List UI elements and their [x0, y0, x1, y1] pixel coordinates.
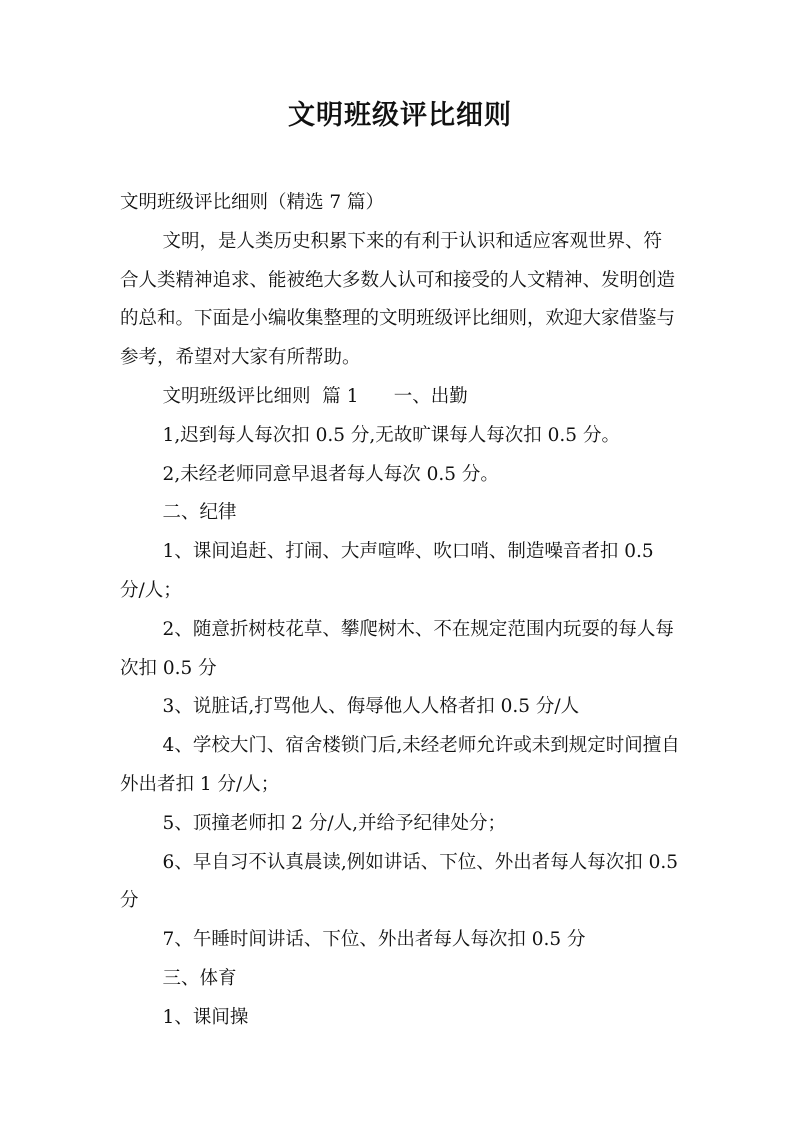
- paragraph-discipline-7: 7、午睡时间讲话、下位、外出者每人每次扣 0.5 分: [162, 929, 586, 951]
- paragraph-attendance-1: 1,迟到每人每次扣 0.5 分,无故旷课每人每次扣 0.5 分。: [162, 424, 620, 446]
- paragraph-sports-1: 1、课间操: [162, 1006, 249, 1028]
- paragraph-subtitle: 文明班级评比细则（精选 7 篇）: [120, 192, 385, 213]
- paragraph-discipline-2: 2、随意折树枝花草、攀爬树木、不在规定范围内玩耍的每人每次扣 0.5 分: [120, 618, 674, 679]
- document-title: 文明班级评比细则: [288, 100, 512, 131]
- paragraph-sports-heading: 三、体育: [162, 967, 237, 989]
- paragraph-intro: 文明，是人类历史积累下来的有利于认识和适应客观世界、符合人类精神追求、能被绝大多数人认可和接受的人文精神、发明创造的总和。下面是小编收集整理的文明班级评比细则，欢迎大家借鉴与参考，希望对大家有所帮助。: [120, 230, 676, 369]
- paragraph-section-heading: 文明班级评比细则 篇 1 一、出勤: [162, 385, 468, 407]
- paragraph-discipline-1: 1、课间追赶、打闹、大声喧哗、吹口哨、制造噪音者扣 0.5 分/人；: [120, 541, 660, 601]
- paragraph-discipline-5: 5、顶撞老师扣 2 分/人,并给予纪律处分；: [162, 812, 506, 834]
- paragraph-discipline-6: 6、早自习不认真晨读,例如讲话、下位、外出者每人每次扣 0.5 分: [120, 851, 684, 912]
- paragraph-attendance-2: 2,未经老师同意早退者每人每次 0.5 分。: [162, 463, 499, 485]
- paragraph-discipline-4: 4、学校大门、宿舍楼锁门后,未经老师允许或未到规定时间擅自外出者扣 1 分/人；: [120, 735, 680, 795]
- paragraph-discipline-3: 3、说脏话,打骂他人、侮辱他人人格者扣 0.5 分/人: [162, 696, 580, 718]
- paragraph-discipline-heading: 二、纪律: [162, 502, 237, 524]
- document-body: [120, 184, 684, 1038]
